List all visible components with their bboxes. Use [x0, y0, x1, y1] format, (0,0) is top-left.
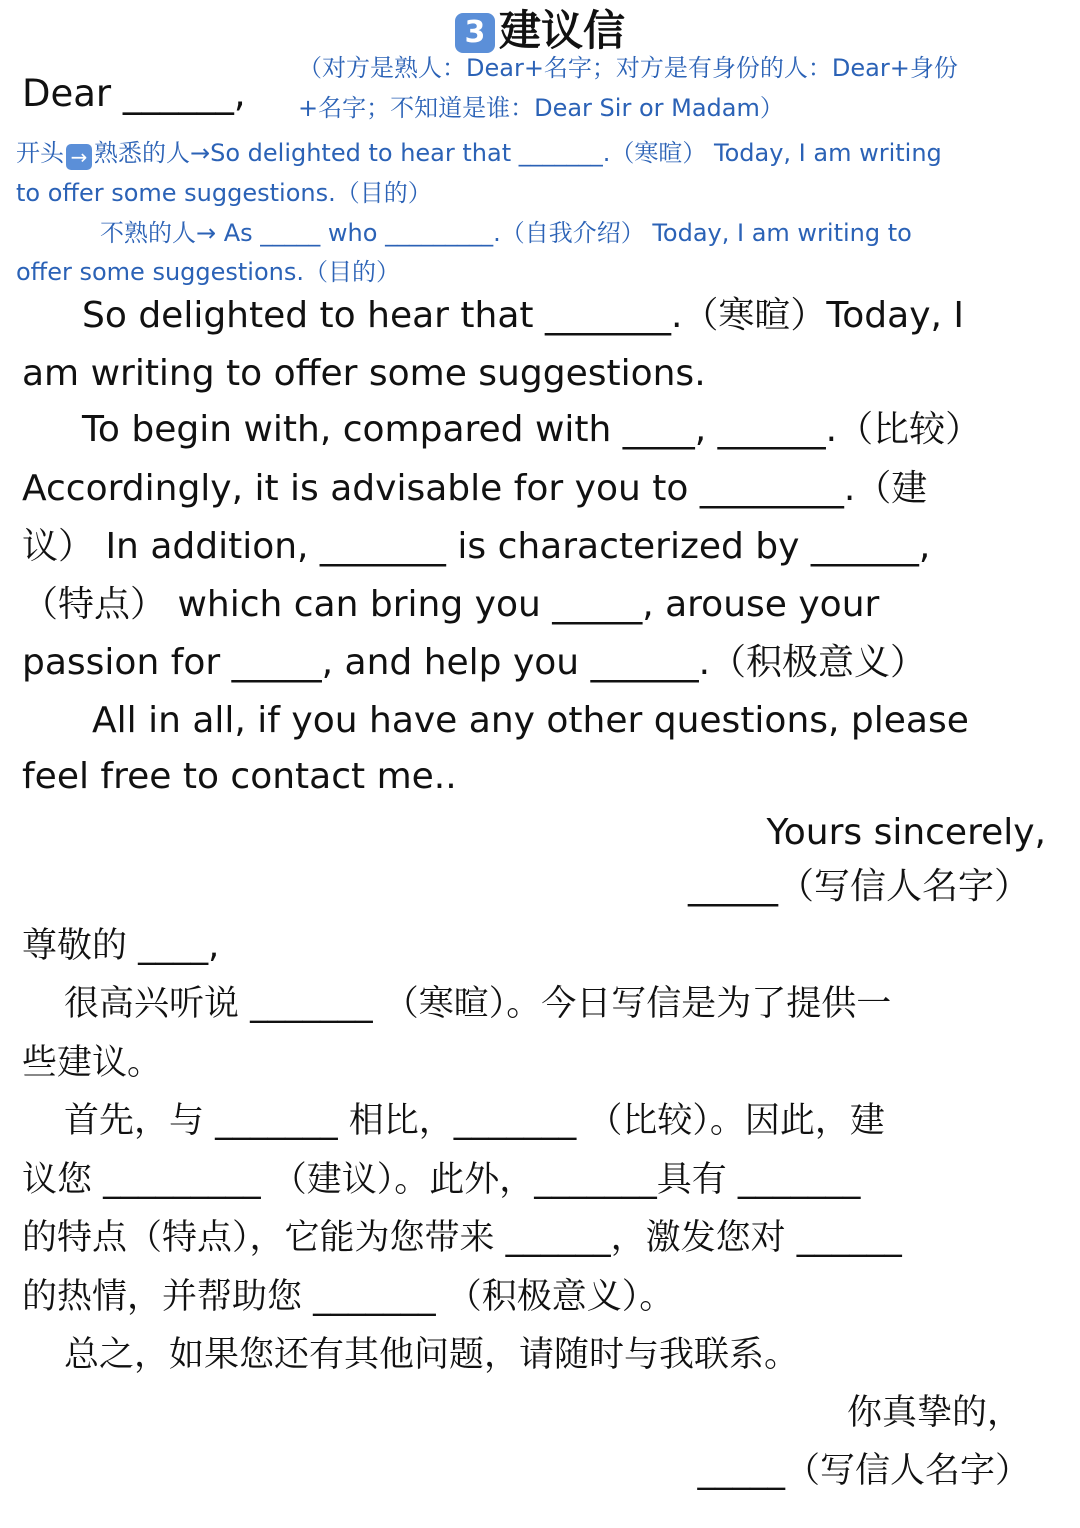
english-body-line: （特点） which can bring you _____, arouse your — [22, 584, 880, 625]
opening-note-familiar-line-2: to offer some suggestions.（目的） — [16, 179, 432, 207]
english-body-line: So delighted to hear that _______.（寒暄）Today, I — [82, 295, 965, 336]
english-sign-off: Yours sincerely, — [766, 812, 1046, 853]
opening-note-unfamiliar-line-2: offer some suggestions.（目的） — [16, 258, 400, 286]
chinese-sign-off: 你真挚的， — [846, 1393, 1022, 1433]
chinese-body-line: 些建议。 — [22, 1043, 163, 1083]
english-name-line: _____（写信人名字） — [687, 866, 1030, 907]
english-body-line: Accordingly, it is advisable for you to ________.（建 — [22, 468, 928, 509]
opening-note-familiar-line-1 — [16, 133, 942, 173]
salutation-note-line-2: +名字；不知道是谁：Dear Sir or Madam） — [298, 94, 784, 122]
english-body-line: To begin with, compared with ____, ______.（比较） — [82, 409, 982, 450]
opening-familiar-text: 熟悉的人→So delighted to hear that _______.（寒暄） Today, I am writing — [94, 139, 942, 167]
english-body-line: 议） In addition, _______ is characterized by ______, — [22, 526, 931, 567]
chinese-body-line: 议您 _________ （建议）。此外，_______具有 _______ — [22, 1160, 861, 1200]
english-body-line: am writing to offer some suggestions. — [22, 353, 706, 394]
greeting-en: Dear ______, — [22, 72, 246, 115]
english-body-line: passion for _____, and help you ______.（积极意义） — [22, 642, 927, 683]
chinese-body-line: 的热情，并帮助您 _______ （积极意义）。 — [22, 1277, 675, 1317]
chinese-name-line: _____（写信人名字） — [697, 1451, 1030, 1491]
number-three-icon: 3 — [455, 13, 495, 53]
english-body-line: feel free to contact me.. — [22, 756, 457, 797]
english-body-line: All in all, if you have any other questions, please — [92, 700, 969, 741]
opening-note-unfamiliar-line-1: 不熟的人→ As _____ who _________.（自我介绍） Today, I am writing to — [100, 219, 912, 247]
right-arrow-icon: → — [66, 144, 92, 170]
title-text: 建议信 — [498, 6, 625, 55]
chinese-body-line: 总之，如果您还有其他问题，请随时与我联系。 — [64, 1335, 800, 1375]
chinese-body-line: 很高兴听说 _______ （寒暄）。今日写信是为了提供一 — [64, 984, 892, 1024]
salutation-note-line-1: （对方是熟人：Dear+名字；对方是有身份的人：Dear+身份 — [298, 54, 958, 82]
chinese-greeting: 尊敬的 ____, — [22, 926, 220, 966]
chinese-body-line: 的特点（特点），它能为您带来 ______，激发您对 ______ — [22, 1218, 902, 1258]
opening-prefix: 开头 — [16, 139, 64, 167]
chinese-body-line: 首先，与 _______ 相比，_______ （比较）。因此，建 — [64, 1101, 885, 1141]
